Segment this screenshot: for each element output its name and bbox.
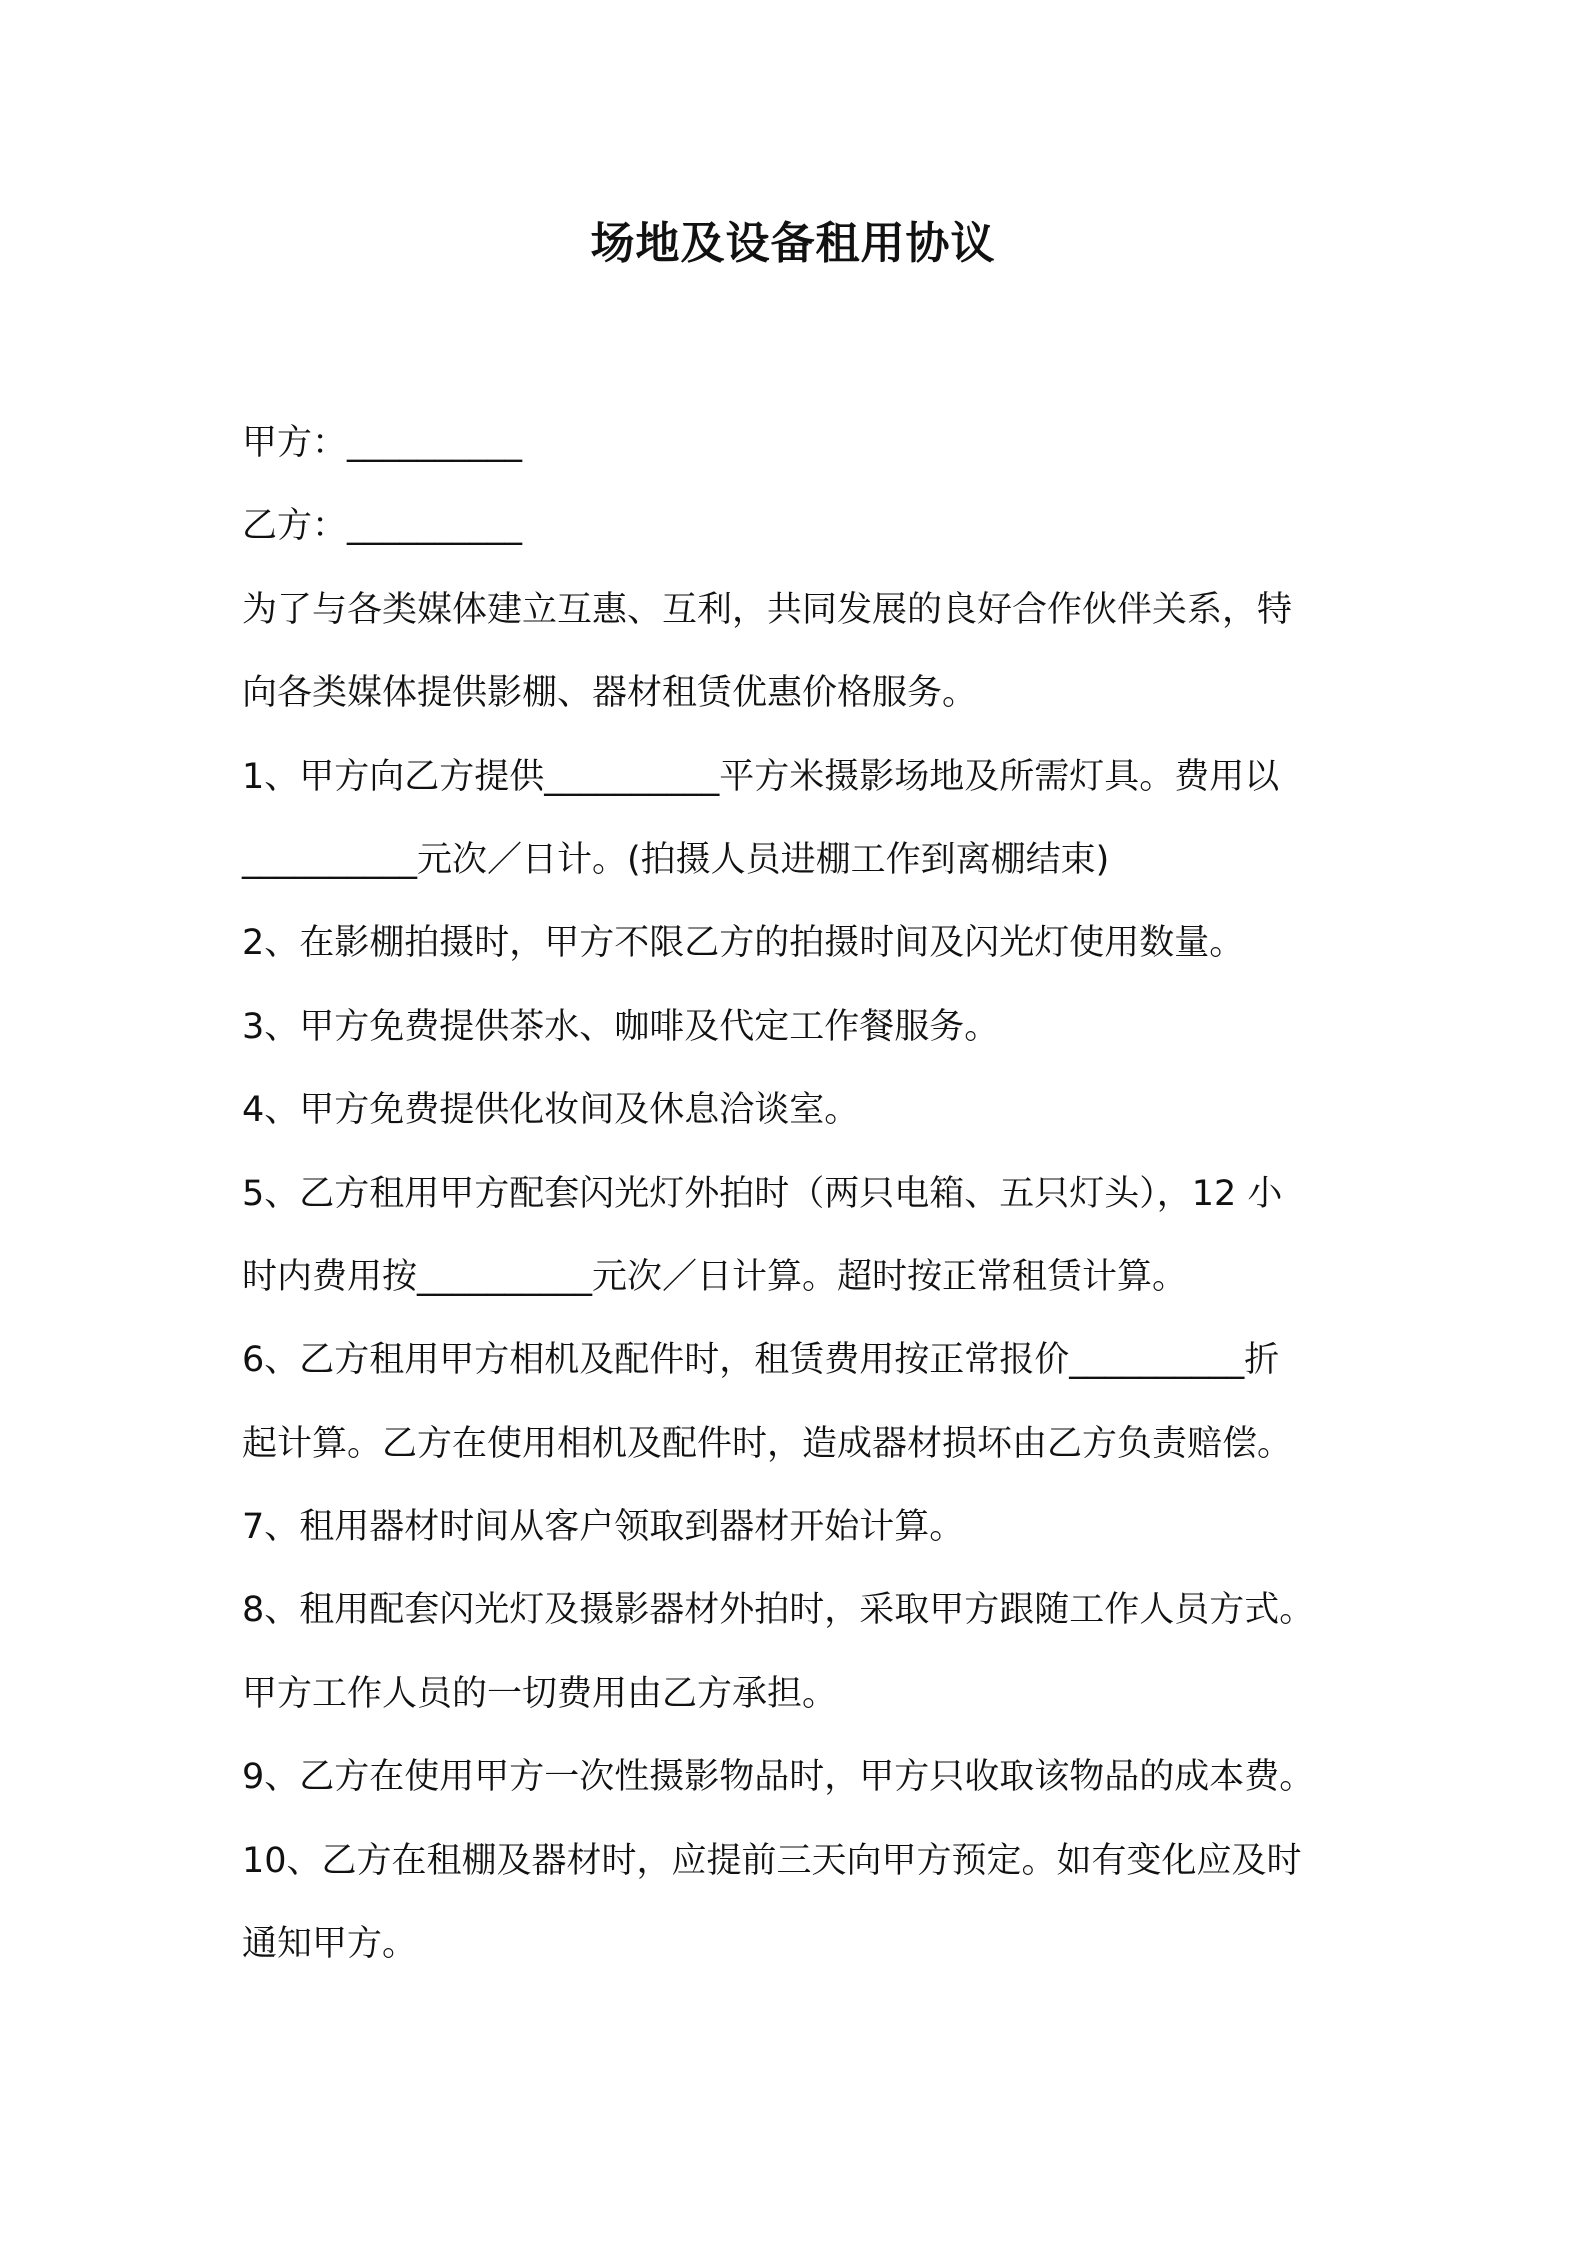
clause-8-line-2: 甲方工作人员的一切费用由乙方承担。 [242, 1673, 838, 1714]
clause-2-line: 2、在影棚拍摄时，甲方不限乙方的拍摄时间及闪光灯使用数量。 [242, 923, 1245, 964]
clause-4-line: 4、甲方免费提供化妆间及休息洽谈室。 [242, 1090, 860, 1131]
clause-10-line-1: 10、乙方在租棚及器材时，应提前三天向甲方预定。如有变化应及时 [242, 1840, 1302, 1881]
clause-1-line-1: 1、甲方向乙方提供__________平方米摄影场地及所需灯具。费用以 [242, 756, 1280, 797]
document-title: 场地及设备租用协议 [590, 218, 996, 269]
clause-5-line-1: 5、乙方租用甲方配套闪光灯外拍时（两只电箱、五只灯头），12 小 [242, 1173, 1283, 1214]
clause-6-line-1: 6、乙方租用甲方相机及配件时，租赁费用按正常报价__________折 [242, 1340, 1280, 1381]
preamble-line-1: 为了与各类媒体建立互惠、互利，共同发展的良好合作伙伴关系，特 [242, 589, 1293, 630]
clause-1-line-2: __________元次／日计。(拍摄人员进棚工作到离棚结束) [242, 839, 1110, 880]
clause-6-line-2: 起计算。乙方在使用相机及配件时，造成器材损坏由乙方负责赔偿。 [242, 1423, 1293, 1464]
agreement-body [242, 402, 1362, 1986]
clause-5-line-2: 时内费用按__________元次／日计算。超时按正常租赁计算。 [242, 1256, 1188, 1297]
clause-9-line: 9、乙方在使用甲方一次性摄影物品时，甲方只收取该物品的成本费。 [242, 1757, 1315, 1798]
clause-8-line-1: 8、租用配套闪光灯及摄影器材外拍时，采取甲方跟随工作人员方式。 [242, 1590, 1315, 1631]
clause-10-line-2: 通知甲方。 [242, 1924, 418, 1965]
clause-7-line: 7、租用器材时间从客户领取到器材开始计算。 [242, 1507, 965, 1548]
party-b-line: 乙方：__________ [242, 506, 523, 547]
party-a-line: 甲方：__________ [242, 423, 523, 463]
clause-3-line: 3、甲方免费提供茶水、咖啡及代定工作餐服务。 [242, 1006, 1000, 1047]
preamble-line-2: 向各类媒体提供影棚、器材租赁优惠价格服务。 [242, 673, 978, 714]
